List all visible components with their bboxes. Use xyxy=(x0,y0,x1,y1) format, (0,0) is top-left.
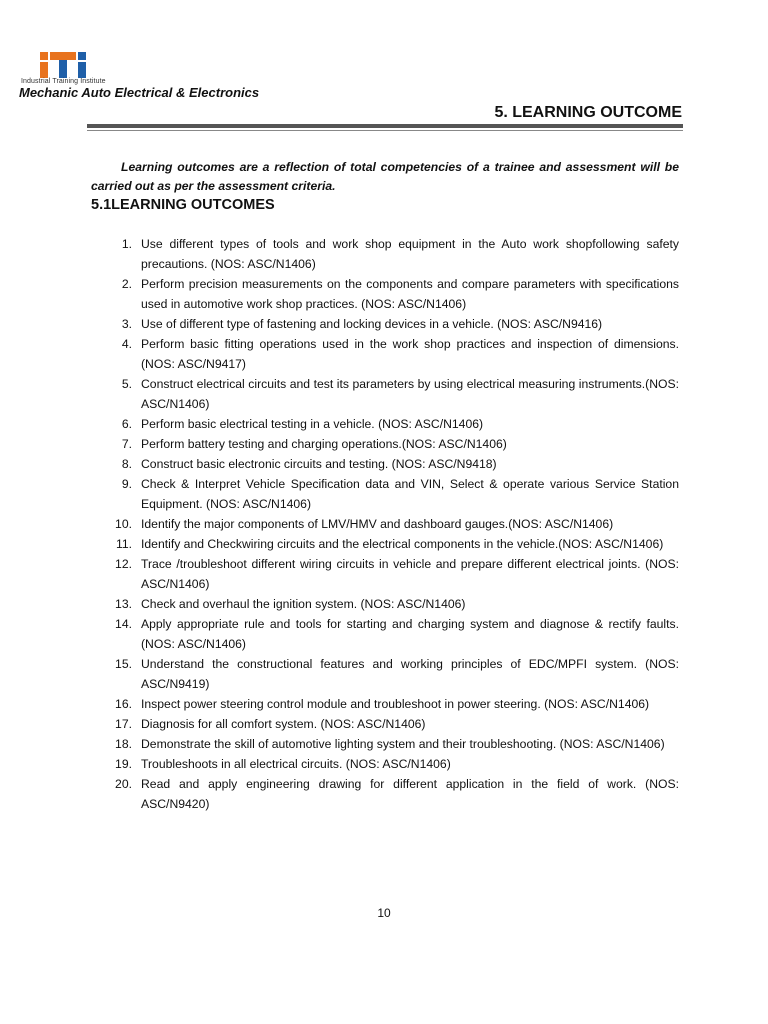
list-item-number: 2. xyxy=(121,277,132,291)
list-item-text: Check & Interpret Vehicle Specification data and VIN, Select & operate various Service Station Equipment. (NOS: ASC/N1406) xyxy=(141,477,679,511)
list-item xyxy=(108,454,679,474)
list-item-text: Understand the constructional features and working principles of EDC/MPFI system. (NOS: ASC/N9419) xyxy=(141,657,679,691)
list-item xyxy=(108,234,679,274)
list-item-number: 11. xyxy=(115,537,132,551)
list-item-number: 1. xyxy=(121,237,132,251)
list-item-text: Perform basic fitting operations used in the work shop practices and inspection of dimensions. (NOS: ASC/N9417) xyxy=(141,337,679,371)
list-item-number: 3. xyxy=(121,317,132,331)
list-item-number: 17. xyxy=(115,717,132,731)
list-item xyxy=(108,614,679,654)
list-item-number: 9. xyxy=(121,477,132,491)
list-item-text: Check and overhaul the ignition system. (NOS: ASC/N1406) xyxy=(141,597,466,611)
course-name: Mechanic Auto Electrical & Electronics xyxy=(19,85,260,100)
list-item xyxy=(108,734,679,754)
list-item-text: Troubleshoots in all electrical circuits. (NOS: ASC/N1406) xyxy=(141,757,451,771)
list-item xyxy=(108,274,679,314)
list-item-text: Perform precision measurements on the components and compare parameters with specifications used in automotive work shop practices. (NOS: ASC/N1406) xyxy=(141,277,679,311)
list-item-number: 8. xyxy=(121,457,132,471)
list-item-number: 12. xyxy=(115,557,132,571)
list-item xyxy=(108,594,679,614)
list-item-text: Apply appropriate rule and tools for starting and charging system and diagnose & rectify faults. (NOS: ASC/N1406) xyxy=(141,617,679,651)
list-item xyxy=(108,714,679,734)
list-item-number: 4. xyxy=(121,337,132,351)
list-item-number: 5. xyxy=(121,377,132,391)
list-item-text: Construct electrical circuits and test its parameters by using electrical measuring instruments.(NOS: ASC/N1406) xyxy=(141,377,679,411)
section-subheading: 5.1LEARNING OUTCOMES xyxy=(91,197,275,213)
list-item-text: Read and apply engineering drawing for different application in the field of work. (NOS: ASC/N9420) xyxy=(141,777,679,811)
list-item xyxy=(108,694,679,714)
list-item xyxy=(108,334,679,374)
list-item xyxy=(108,314,679,334)
list-item-number: 15. xyxy=(115,657,132,671)
list-item-text: Inspect power steering control module and troubleshoot in power steering. (NOS: ASC/N1406) xyxy=(141,697,650,711)
list-item-text: Perform basic electrical testing in a vehicle. (NOS: ASC/N1406) xyxy=(141,417,484,431)
list-item-number: 19. xyxy=(115,757,132,771)
list-item-number: 13. xyxy=(115,597,132,611)
list-item-number: 20. xyxy=(115,777,132,791)
list-item-number: 16. xyxy=(115,697,132,711)
logo-subtitle: Industrial Training Institute xyxy=(21,78,106,85)
list-item-number: 14. xyxy=(115,617,132,631)
iti-logo-icon xyxy=(40,50,100,80)
list-item xyxy=(108,434,679,454)
intro-paragraph: Learning outcomes are a reflection of total competencies of a trainee and assessment will be carried out as per the assessment criteria. xyxy=(91,160,679,194)
list-item-number: 10. xyxy=(115,517,132,531)
list-item xyxy=(108,534,679,554)
list-item-text: Use of different type of fastening and locking devices in a vehicle. (NOS: ASC/N9416) xyxy=(141,317,603,331)
list-item xyxy=(108,774,679,814)
list-item-number: 18. xyxy=(115,737,132,751)
list-item-text: Identify the major components of LMV/HMV and dashboard gauges.(NOS: ASC/N1406) xyxy=(141,517,614,531)
list-item xyxy=(108,754,679,774)
list-item xyxy=(108,654,679,694)
outcomes-list xyxy=(108,234,679,814)
page-title: 5. LEARNING OUTCOME xyxy=(494,104,682,121)
list-item xyxy=(108,514,679,534)
list-item-text: Construct basic electronic circuits and testing. (NOS: ASC/N9418) xyxy=(141,457,497,471)
list-item-text: Trace /troubleshoot different wiring circuits in vehicle and prepare different electrical joints. (NOS: ASC/N1406) xyxy=(141,557,679,591)
list-item xyxy=(108,554,679,594)
page-number: 10 xyxy=(377,906,391,920)
list-item-number: 7. xyxy=(121,437,132,451)
list-item-text: Demonstrate the skill of automotive lighting system and their troubleshooting. (NOS: ASC/N1406) xyxy=(141,737,665,751)
list-item xyxy=(108,474,679,514)
header-rule-thin xyxy=(87,130,683,131)
list-item-text: Perform battery testing and charging operations.(NOS: ASC/N1406) xyxy=(141,437,507,451)
list-item-text: Use different types of tools and work shop equipment in the Auto work shopfollowing safety precautions. (NOS: ASC/N1406) xyxy=(141,237,679,271)
list-item-number: 6. xyxy=(121,417,132,431)
list-item-text: Identify and Checkwiring circuits and the electrical components in the vehicle.(NOS: ASC/N1406) xyxy=(141,537,664,551)
list-item xyxy=(108,414,679,434)
list-item xyxy=(108,374,679,414)
list-item-text: Diagnosis for all comfort system. (NOS: ASC/N1406) xyxy=(141,717,426,731)
header-rule-thick xyxy=(87,124,683,128)
